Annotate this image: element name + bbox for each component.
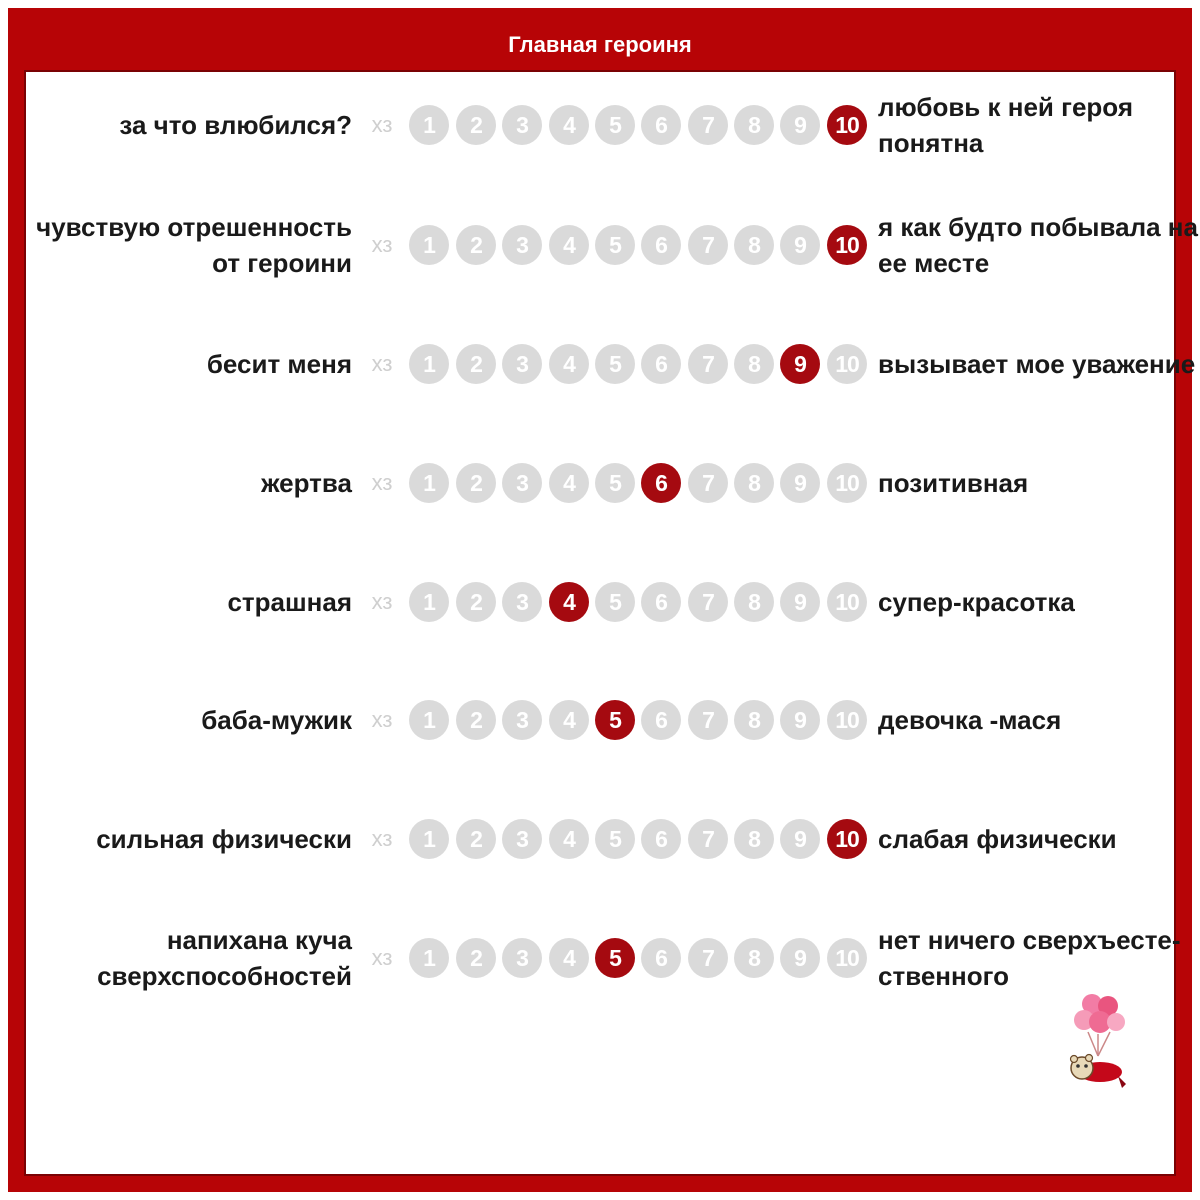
rating-circle[interactable]: 4 — [549, 225, 589, 265]
rating-circle-selected[interactable]: 10 — [827, 105, 867, 145]
rating-circle[interactable]: 8 — [734, 700, 774, 740]
rating-circle[interactable]: 7 — [688, 700, 728, 740]
rating-circle[interactable]: 7 — [688, 582, 728, 622]
rating-circle[interactable]: 7 — [688, 938, 728, 978]
dont-know-option[interactable]: хз — [371, 707, 393, 732]
rating-circle[interactable]: 1 — [409, 819, 449, 859]
rating-circle[interactable]: 10 — [827, 700, 867, 740]
rating-circle[interactable]: 8 — [734, 938, 774, 978]
rating-circle[interactable]: 5 — [595, 582, 635, 622]
rating-circle-selected[interactable]: 4 — [549, 582, 589, 622]
rating-circle[interactable]: 1 — [409, 344, 449, 384]
rating-circle[interactable]: 3 — [502, 225, 542, 265]
title-bar — [8, 8, 1192, 70]
row-left-label: страшная — [227, 587, 352, 617]
rating-circle[interactable]: 7 — [688, 105, 728, 145]
rating-circle[interactable]: 2 — [456, 105, 496, 145]
rating-circle[interactable]: 5 — [595, 225, 635, 265]
rating-circle[interactable]: 1 — [409, 700, 449, 740]
rating-circle[interactable]: 5 — [595, 819, 635, 859]
bear-with-heart-balloons-icon — [1062, 992, 1136, 1092]
rating-circle[interactable]: 6 — [641, 344, 681, 384]
rating-circle-selected[interactable]: 10 — [827, 225, 867, 265]
rating-circle[interactable]: 2 — [456, 819, 496, 859]
rating-circle[interactable]: 2 — [456, 463, 496, 503]
rating-circle[interactable]: 7 — [688, 225, 728, 265]
rating-circle[interactable]: 4 — [549, 105, 589, 145]
dont-know-option[interactable]: хз — [371, 826, 393, 851]
rating-circle[interactable]: 2 — [456, 344, 496, 384]
dont-know-option[interactable]: хз — [371, 589, 393, 614]
rating-circle-selected[interactable]: 9 — [780, 344, 820, 384]
rating-circle[interactable]: 4 — [549, 463, 589, 503]
rating-circle[interactable]: 3 — [502, 700, 542, 740]
rating-circle-selected[interactable]: 10 — [827, 819, 867, 859]
rating-circle[interactable]: 2 — [456, 700, 496, 740]
rating-circle[interactable]: 3 — [502, 344, 542, 384]
rating-circle[interactable]: 6 — [641, 582, 681, 622]
rating-circle[interactable]: 9 — [780, 582, 820, 622]
rating-circle[interactable]: 6 — [641, 938, 681, 978]
page-title: Главная героиня — [508, 32, 692, 57]
rating-circle[interactable]: 7 — [688, 463, 728, 503]
rating-circle[interactable]: 1 — [409, 463, 449, 503]
rating-circle[interactable]: 6 — [641, 819, 681, 859]
row-right-label: слабая физически — [878, 824, 1117, 854]
row-left-label: за что влюбился? — [119, 110, 352, 140]
rating-circle[interactable]: 8 — [734, 582, 774, 622]
dont-know-option[interactable]: хз — [371, 112, 393, 137]
rating-circle[interactable]: 8 — [734, 225, 774, 265]
dont-know-option[interactable]: хз — [371, 945, 393, 970]
rating-circle[interactable]: 9 — [780, 938, 820, 978]
rating-circle[interactable]: 1 — [409, 105, 449, 145]
rating-circle[interactable]: 3 — [502, 582, 542, 622]
rating-circle[interactable]: 1 — [409, 582, 449, 622]
row-left-label: жертва — [261, 468, 352, 498]
rating-circle[interactable]: 8 — [734, 819, 774, 859]
row-left-label: напихана куча сверхспособностей — [97, 925, 352, 991]
rating-circle[interactable]: 9 — [780, 225, 820, 265]
rating-circle[interactable]: 10 — [827, 344, 867, 384]
rating-circle[interactable]: 7 — [688, 344, 728, 384]
rating-circle-selected[interactable]: 5 — [595, 700, 635, 740]
rating-circle[interactable]: 9 — [780, 700, 820, 740]
rating-circle[interactable]: 10 — [827, 582, 867, 622]
row-right-label: любовь к ней героя понятна — [878, 92, 1133, 158]
rating-circle[interactable]: 4 — [549, 819, 589, 859]
dont-know-option[interactable]: хз — [371, 232, 393, 257]
row-left-label: сильная физически — [96, 824, 352, 854]
row-right-label: девочка -мася — [878, 705, 1062, 735]
rating-circle[interactable]: 6 — [641, 700, 681, 740]
rating-circle[interactable]: 4 — [549, 344, 589, 384]
rating-circle[interactable]: 4 — [549, 938, 589, 978]
rating-circle[interactable]: 2 — [456, 582, 496, 622]
rating-circle-selected[interactable]: 6 — [641, 463, 681, 503]
rating-circle[interactable]: 1 — [409, 938, 449, 978]
row-left-label: бесит меня — [206, 349, 352, 379]
rating-circle-selected[interactable]: 5 — [595, 938, 635, 978]
rating-circle[interactable]: 5 — [595, 105, 635, 145]
rating-circle[interactable]: 3 — [502, 819, 542, 859]
row-right-label: позитивная — [878, 468, 1029, 498]
row-right-label: вызывает мое уважение — [878, 349, 1196, 379]
row-right-label: супер-красотка — [878, 587, 1075, 617]
row-left-label: чувствую отрешенность от героини — [36, 212, 352, 278]
rating-circle[interactable]: 3 — [502, 105, 542, 145]
rating-circle[interactable]: 10 — [827, 463, 867, 503]
rating-circle[interactable]: 8 — [734, 105, 774, 145]
row-right-label: я как будто побывала на ее месте — [878, 212, 1198, 278]
rating-circle[interactable]: 6 — [641, 105, 681, 145]
rating-circle[interactable]: 8 — [734, 463, 774, 503]
dont-know-option[interactable]: хз — [371, 470, 393, 495]
rating-circle[interactable]: 5 — [595, 463, 635, 503]
row-right-label: нет ничего сверхъесте-ственного — [878, 925, 1181, 991]
rating-circle[interactable]: 2 — [456, 225, 496, 265]
rating-circle[interactable]: 6 — [641, 225, 681, 265]
rating-circle[interactable]: 1 — [409, 225, 449, 265]
row-left-label: баба-мужик — [201, 705, 352, 735]
rating-circle[interactable]: 8 — [734, 344, 774, 384]
rating-circle[interactable]: 9 — [780, 463, 820, 503]
rating-circle[interactable]: 10 — [827, 938, 867, 978]
rating-circle[interactable]: 2 — [456, 938, 496, 978]
rating-circle[interactable]: 3 — [502, 938, 542, 978]
rating-circle[interactable]: 7 — [688, 819, 728, 859]
rating-circle[interactable]: 3 — [502, 463, 542, 503]
rating-circle[interactable]: 9 — [780, 105, 820, 145]
rating-circle[interactable]: 4 — [549, 700, 589, 740]
rating-circle[interactable]: 9 — [780, 819, 820, 859]
dont-know-option[interactable]: хз — [371, 351, 393, 376]
rating-circle[interactable]: 5 — [595, 344, 635, 384]
